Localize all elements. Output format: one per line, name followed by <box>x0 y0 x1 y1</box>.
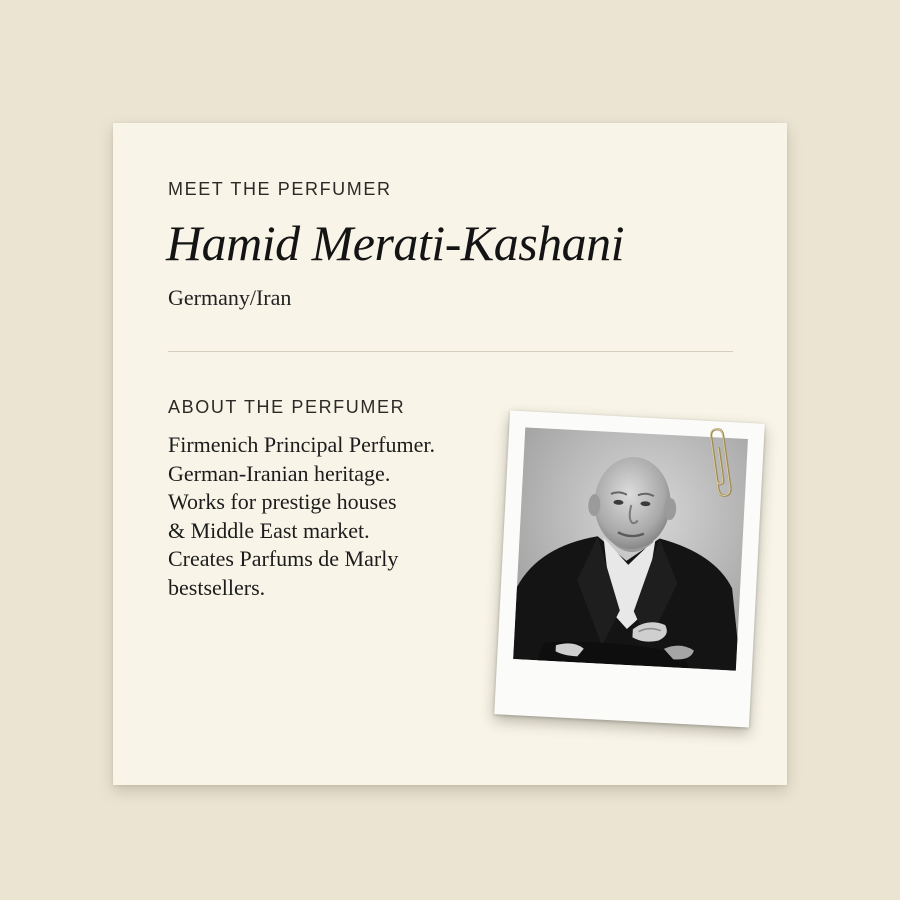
section-eyebrow-about: ABOUT THE PERFUMER <box>168 397 406 417</box>
perfumer-origin: Germany/Iran <box>168 285 292 310</box>
bio-line: Works for prestige houses <box>168 489 397 514</box>
perfumer-bio <box>168 431 508 602</box>
bio-line: German-Iranian heritage. <box>168 460 391 486</box>
bio-line: & Middle East market. <box>168 517 370 543</box>
bio-line: Creates Parfums de Marly <box>168 546 399 571</box>
bio-line: bestsellers. <box>168 574 266 600</box>
divider <box>168 351 733 352</box>
bio-line: Firmenich Principal Perfumer. <box>168 432 435 457</box>
perfumer-card <box>113 123 787 785</box>
perfumer-name: Hamid Merati-Kashani <box>166 215 625 271</box>
section-eyebrow-meet: MEET THE PERFUMER <box>168 179 392 199</box>
